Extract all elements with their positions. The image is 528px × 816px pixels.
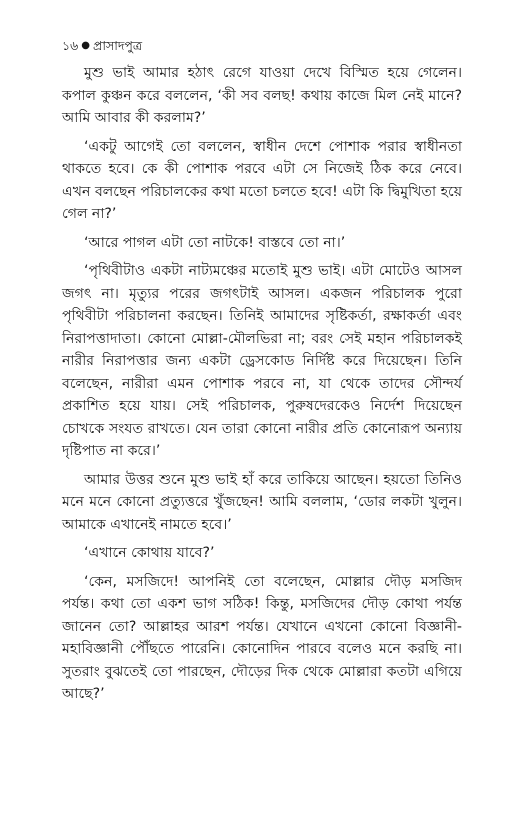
paragraph: ‘একটু আগেই তো বললেন, স্বাধীন দেশে পোশাক পরার স্বাধীনতা থাকতে হবে। কে কী পোশাক পরবে এটা সে নিজেই ঠিক করে নেবে। এখন বলছেন পরিচালকের কথা মতো চলতে হবে! এটা কি দ্বিমুখিতা হয়ে গেল না?’ (62, 138, 462, 222)
book-title: প্রাসাদপুত্র (92, 38, 143, 53)
paragraph: আমার উত্তর শুনে মুশু ভাই হাঁ করে তাকিয়ে আছেন। হয়তো তিনিও মনে মনে কোনো প্রত্যুত্তরে খুঁজছেন! আমি বললাম, ‘ডোর লকটা খুলুন। আমাকে এখানেই নামতে হবে।’ (62, 471, 462, 533)
paragraph: ‘পৃথিবীটাও একটা নাট্যমঞ্চের মতোই মুশু ভাই। এটা মোটেও আসল জগৎ না। মৃত্যুর পরের জগৎটাই আসল। একজন পরিচালক পুরো পৃথিবীটা পরিচালনা করছেন। তিনিই আমাদের সৃষ্টিকর্তা, রক্ষাকর্তা এবং নিরাপত্তাদাতা। কোনো মোল্লা-মৌলভিরা না; বরং সেই মহান পরিচালকই নারীর নিরাপত্তার জন্য একটা ড্রেসকোড নির্দিষ্ট করে দিয়েছেন। তিনি বলেছেন, নারীরা এমন পোশাক পরবে না, যা থেকে তাদের সৌন্দর্য প্রকাশিত হয়ে যায়। সেই পরিচালক, পুরুষদেরকেও নির্দেশ দিয়েছেন চোখকে সংযত রাখতে। যেন তারা কোনো নারীর প্রতি কোনোরূপ অন্যায় দৃষ্টিপাত না করে।’ (62, 263, 462, 459)
running-header (62, 38, 142, 54)
page-body (62, 62, 462, 712)
paragraph: মুশু ভাই আমার হঠাৎ রেগে যাওয়া দেখে বিস্মিত হয়ে গেলেন। কপাল কুঞ্চন করে বললেন, ‘কী সব বলছ! কথায় কাজে মিল নেই মানে? আমি আবার কী করলাম?’ (62, 65, 462, 126)
page-number: ১৬ (62, 38, 79, 53)
paragraph: ‘আরে পাগল এটা তো নাটকে! বাস্তবে তো না।’ (84, 234, 346, 251)
header-bullet: ● (81, 40, 90, 51)
paragraph: ‘কেন, মসজিদে! আপনিই তো বলেছেন, মোল্লার দৌড় মসজিদ পর্যন্ত। কথা তো একশ ভাগ সঠিক! কিন্তু, মসজিদের দৌড় কোথা পর্যন্ত জানেন তো? আল্লাহর আরশ পর্যন্ত। যেখানে এখনো কোনো বিজ্ঞানী-মহাবিজ্ঞানী পৌঁছতে পারেনি। কোনোদিন পারবে বলেও মনে করছি না। সুতরাং বুঝতেই তো পারছেন, দৌড়ের দিক থেকে মোল্লারা কতটা এগিয়ে আছে?’ (62, 573, 462, 702)
paragraph: ‘এখানে কোথায় যাবে?’ (84, 545, 215, 561)
